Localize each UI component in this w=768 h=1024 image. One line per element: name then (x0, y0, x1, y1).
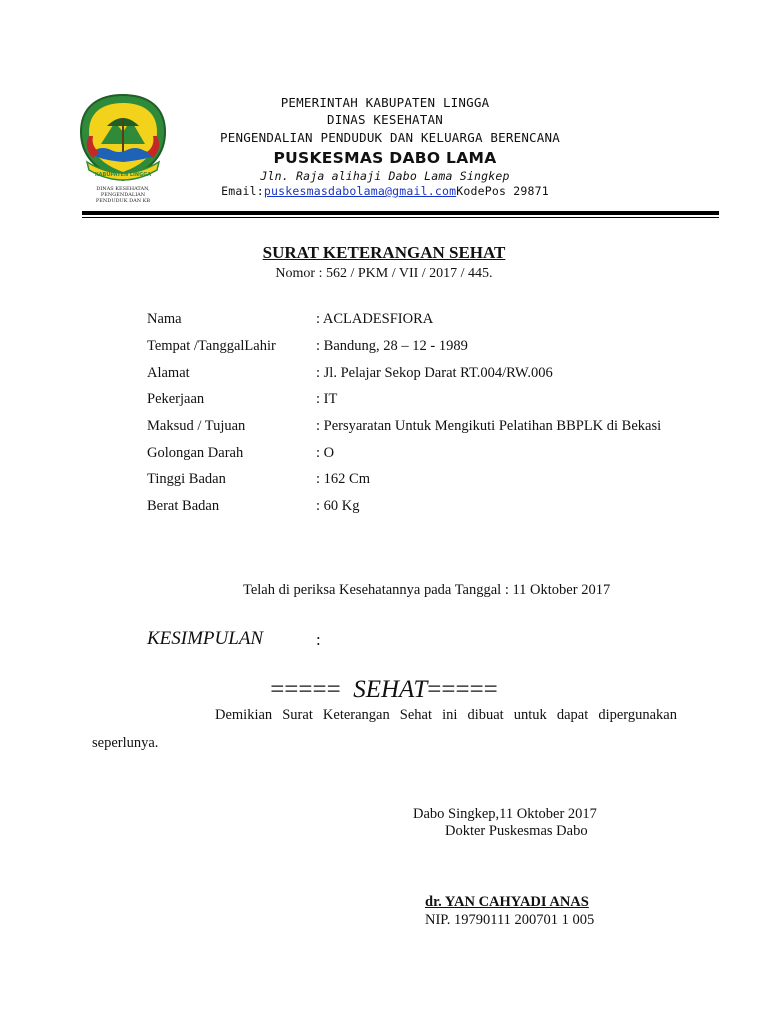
field-label: Alamat (147, 365, 190, 381)
signature-position: Dokter Puskesmas Dabo (445, 823, 588, 839)
letterhead-agency: DINAS KESEHATAN (327, 112, 443, 127)
field-value: : 60 Kg (316, 498, 360, 514)
letterhead-rule-thin (82, 217, 719, 218)
conclusion-suffix: ===== (427, 676, 498, 703)
field-label: Golongan Darah (147, 445, 244, 461)
field-value: : ACLADESFIORA (316, 311, 434, 327)
field-value: : IT (316, 391, 338, 407)
document-title: SURAT KETERANGAN SEHAT (262, 243, 506, 262)
field-value: : Bandung, 28 – 12 - 1989 (316, 338, 468, 354)
regency-logo (77, 92, 169, 204)
conclusion-result (0, 676, 768, 704)
field-label: Maksud / Tujuan (147, 418, 246, 434)
field-label: Berat Badan (147, 498, 220, 514)
postcode: KodePos 29871 (456, 184, 549, 198)
conclusion-label: KESIMPULAN (147, 628, 264, 649)
closing-paragraph: Demikian Surat Keterangan Sehat ini dibuat untuk dapat dipergunakan (215, 707, 677, 723)
signature-name: dr. YAN CAHYADI ANAS (425, 894, 589, 910)
letterhead-rule-thick (82, 211, 719, 215)
conclusion-prefix: ===== (270, 676, 354, 703)
logo-ribbon-text: KABUPATEN LINGGA (94, 172, 152, 178)
logo-caption-2: PENGENDALIAN (100, 192, 146, 198)
field-value: : Persyaratan Untuk Mengikuti Pelatihan BBPLK di Bekasi (316, 418, 662, 434)
letterhead-division: PENGENDALIAN PENDUDUK DAN KELUARGA BERENCANA (220, 130, 560, 145)
field-value: : O (316, 445, 335, 461)
signature-place-date: Dabo Singkep,11 Oktober 2017 (413, 806, 597, 822)
logo-caption-3: PENDUDUK DAN KB (95, 198, 151, 204)
email-link[interactable]: puskesmasdabolama@gmail.com (263, 184, 457, 198)
letterhead-government: PEMERINTAH KABUPATEN LINGGA (280, 95, 490, 110)
field-value: : Jl. Pelajar Sekop Darat RT.004/RW.006 (316, 365, 553, 381)
field-label: Tinggi Badan (147, 471, 226, 487)
field-label: Nama (147, 311, 182, 327)
examination-statement: Telah di periksa Kesehatannya pada Tanggal : 11 Oktober 2017 (243, 582, 611, 598)
field-value: : 162 Cm (316, 471, 370, 487)
letterhead-institution: PUSKESMAS DABO LAMA (273, 149, 497, 167)
conclusion-word: SEHAT (353, 676, 428, 703)
signature-nip: NIP. 19790111 200701 1 005 (425, 912, 595, 928)
conclusion-colon: : (316, 630, 321, 649)
letterhead-contact (160, 184, 610, 198)
field-label: Pekerjaan (147, 391, 205, 407)
field-label: Tempat /TanggalLahir (147, 338, 276, 354)
document-number: Nomor : 562 / PKM / VII / 2017 / 445. (275, 266, 493, 281)
closing-paragraph-end: seperlunya. (92, 735, 159, 751)
email-label: Email: (221, 184, 264, 198)
logo-caption-1: DINAS KESEHATAN, (96, 186, 150, 192)
letterhead-address: Jln. Raja alihaji Dabo Lama Singkep (260, 169, 510, 183)
